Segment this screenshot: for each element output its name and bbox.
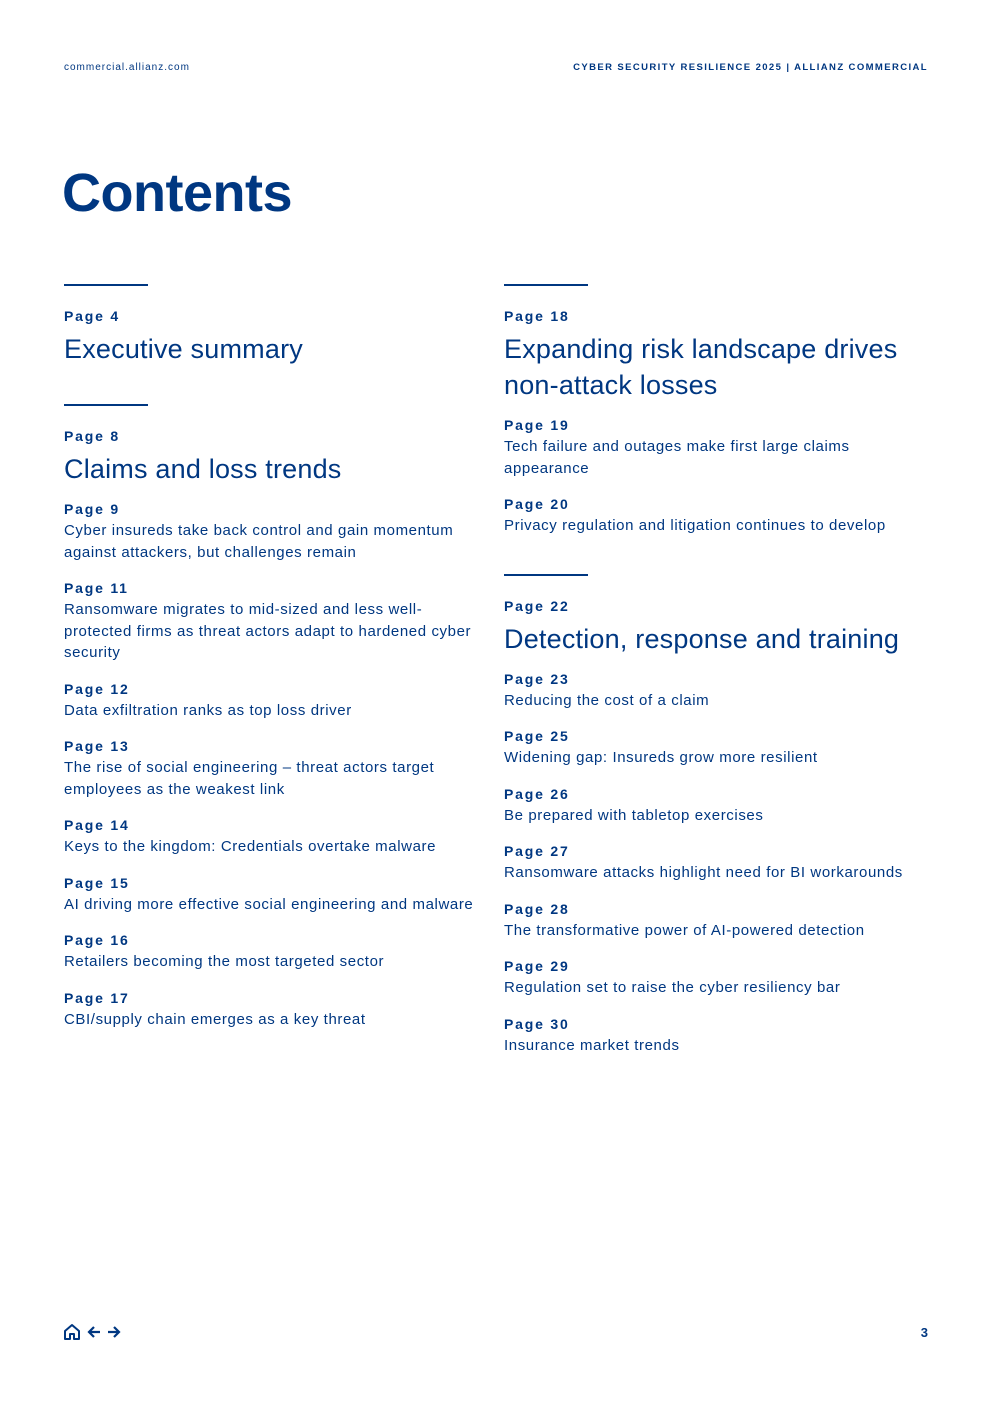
toc-entry[interactable] <box>64 929 484 973</box>
entry-page-label: Page 30 <box>504 1015 570 1032</box>
contents-column-right <box>504 284 924 1056</box>
toc-entry[interactable] <box>64 735 484 800</box>
toc-entry[interactable] <box>504 1013 924 1057</box>
entry-title[interactable]: Ransomware attacks highlight need for BI workarounds <box>504 864 903 881</box>
site-url[interactable]: commercial.allianz.com <box>64 62 190 73</box>
section-title-link[interactable]: Executive summary <box>64 334 303 364</box>
section-page-label: Page 4 <box>64 308 120 324</box>
entry-title[interactable]: Ransomware migrates to mid-sized and less well-protected firms as threat actors adapt to hardened cyber security <box>64 601 472 661</box>
page-title: Contents <box>62 163 292 223</box>
toc-entry[interactable] <box>504 783 924 827</box>
footer-nav <box>62 1322 122 1347</box>
entry-title[interactable]: Tech failure and outages make first large claims appearance <box>504 438 850 477</box>
section-page-label: Page 18 <box>504 308 570 324</box>
entry-title[interactable]: The rise of social engineering – threat actors target employees as the weakest link <box>64 759 435 798</box>
toc-entry[interactable] <box>64 678 484 722</box>
toc-entry[interactable] <box>64 987 484 1031</box>
toc-entry[interactable] <box>64 872 484 916</box>
arrow-left-icon[interactable] <box>86 1324 102 1345</box>
entry-title[interactable]: Widening gap: Insureds grow more resilient <box>504 749 818 766</box>
report-title: CYBER SECURITY RESILIENCE 2025 | ALLIANZ COMMERCIAL <box>573 62 928 73</box>
entry-page-label: Page 17 <box>64 989 130 1006</box>
section-page-label: Page 8 <box>64 428 120 444</box>
entry-page-label: Page 27 <box>504 843 570 859</box>
entry-title[interactable]: Be prepared with tabletop exercises <box>504 806 764 824</box>
home-icon[interactable] <box>62 1322 82 1347</box>
toc-entry[interactable] <box>64 498 484 563</box>
toc-entry[interactable] <box>504 898 924 942</box>
section-divider <box>64 404 148 406</box>
toc-entry[interactable] <box>64 814 484 858</box>
entry-title[interactable]: Retailers becoming the most targeted sector <box>64 953 385 970</box>
entry-title[interactable]: Regulation set to raise the cyber resiliency bar <box>504 979 841 996</box>
entry-title[interactable]: Keys to the kingdom: Credentials overtake malware <box>64 838 437 855</box>
section-divider <box>504 284 588 286</box>
entry-page-label: Page 12 <box>64 680 130 697</box>
entry-page-label: Page 20 <box>504 496 570 512</box>
entry-page-label: Page 29 <box>504 958 570 974</box>
entry-page-label: Page 16 <box>64 932 130 948</box>
entry-page-label: Page 25 <box>504 728 570 744</box>
toc-section <box>64 404 484 1030</box>
toc-entry[interactable] <box>64 577 484 664</box>
entry-title[interactable]: CBI/supply chain emerges as a key threat <box>64 1010 366 1028</box>
entry-title[interactable]: Insurance market trends <box>504 1036 680 1054</box>
section-divider <box>504 574 588 576</box>
entry-page-label: Page 9 <box>64 501 120 517</box>
section-title-link[interactable]: Detection, response and training <box>504 623 900 654</box>
entry-page-label: Page 19 <box>504 417 570 433</box>
arrow-right-icon[interactable] <box>106 1324 122 1345</box>
entry-title[interactable]: Cyber insureds take back control and gain momentum against attackers, but challenges remain <box>64 522 454 561</box>
toc-entry[interactable] <box>504 668 924 712</box>
entry-title[interactable]: Privacy regulation and litigation continues to develop <box>504 517 886 534</box>
entry-title[interactable]: AI driving more effective social engineering and malware <box>64 895 474 913</box>
page-number: 3 <box>920 1325 928 1340</box>
toc-section <box>504 574 924 1057</box>
section-divider <box>64 284 148 286</box>
section-title-link[interactable]: Expanding risk landscape drives non-attack losses <box>504 334 898 400</box>
toc-entry[interactable] <box>504 840 924 884</box>
section-title-link[interactable]: Claims and loss trends <box>64 454 342 484</box>
entry-title[interactable]: Data exfiltration ranks as top loss driver <box>64 701 352 719</box>
toc-entry[interactable] <box>504 955 924 999</box>
entry-page-label: Page 14 <box>64 817 130 833</box>
entry-page-label: Page 23 <box>504 670 570 687</box>
entry-page-label: Page 15 <box>64 874 130 891</box>
entry-title[interactable]: The transformative power of AI-powered detection <box>504 921 865 939</box>
toc-entry[interactable] <box>504 414 924 479</box>
toc-entry[interactable] <box>504 725 924 769</box>
section-page-label: Page 22 <box>504 597 570 614</box>
entry-title[interactable]: Reducing the cost of a claim <box>504 691 710 709</box>
entry-page-label: Page 13 <box>64 738 130 754</box>
entry-page-label: Page 26 <box>504 785 570 802</box>
toc-section <box>504 284 924 537</box>
entry-page-label: Page 28 <box>504 900 570 917</box>
entry-page-label: Page 11 <box>64 580 129 596</box>
toc-entry[interactable] <box>504 493 924 537</box>
contents-column-left <box>64 284 484 1030</box>
toc-section <box>64 284 484 367</box>
